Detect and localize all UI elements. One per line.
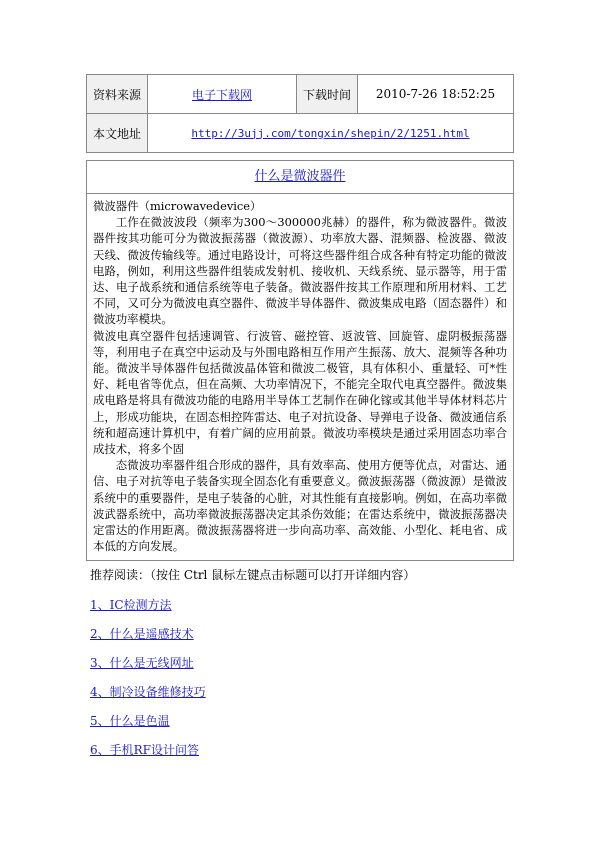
- article-body: [87, 194, 513, 560]
- article-paragraph: 工作在微波波段（频率为300～300000兆赫）的器件，称为微波器件。微波器件按其功能可分为微波振荡器（微波源）、功率放大器、混频器、检波器、微波天线、微波传输线等。通过电路设计，可将这些器件组合成各种有特定功能的微波电路，例如，利用这些器件组装成发射机、接收机、天线系统、显示器等，用于雷达、电子战系统和通信系统等电子装备。微波器件按其工作原理和所用材料、工艺不同，又可分为微波电真空器件、微波半导体器件、微波集成电路（固态器件）和微波功率模块。: [93, 215, 507, 327]
- info-row-url: [87, 114, 514, 153]
- list-item: [90, 596, 206, 625]
- article-title-link[interactable]: 什么是微波器件: [254, 169, 346, 184]
- time-label: 下载时间: [297, 75, 358, 114]
- article-paragraph: 微波电真空器件包括速调管、行波管、磁控管、返波管、回旋管、虚阴极振荡器等，利用电子在真空中运动及与外围电路相互作用产生振荡、放大、混频等各种功能。微波半导体器件包括微波晶体管和微波二极管，具有体积小、重量轻、可*性好、耗电省等优点，但在高频、大功率情况下，不能完全取代电真空器件。微波集成电路是将具有微波功能的电路用半导体工艺制作在砷化镓或其他半导体材料芯片上，形成功能块，在固态相控阵雷达、电子对抗设备、导弹电子设备、微波通信系统和超高速计算机中，有着广阔的应用前景。微波功率模块是通过采用固态功率合成技术，将多个固: [93, 328, 507, 457]
- url-label: 本文地址: [87, 114, 148, 153]
- recommend-list: [90, 596, 206, 770]
- recommend-link[interactable]: 6、手机RF设计问答: [90, 743, 199, 757]
- list-item: [90, 654, 206, 683]
- source-label: 资料来源: [87, 75, 148, 114]
- article-paragraph: 态微波功率器件组合形成的器件，具有效率高、使用方便等优点，对雷达、通信、电子对抗等电子装备实现全固态化有重要意义。微波振荡器（微波源）是微波系统中的重要器件，是电子装备的心脏，对其性能有直接影响。例如，在高功率微波武器系统中，高功率微波振荡器决定其杀伤效能；在雷达系统中，微波振荡器决定雷达的作用距离。微波振荡器将进一步向高功率、高效能、小型化、耗电省、成本低的方向发展。: [93, 458, 507, 554]
- source-cell: [148, 75, 297, 114]
- article-title: [87, 161, 513, 194]
- info-row-source: [87, 75, 514, 114]
- recommend-link[interactable]: 3、什么是无线网址: [90, 656, 194, 670]
- source-link[interactable]: 电子下载网: [191, 87, 252, 102]
- article-term: 微波器件（microwavedevice）: [93, 199, 262, 213]
- list-item: [90, 625, 206, 654]
- recommend-label: 推荐阅读：（按住 Ctrl 鼠标左键点击标题可以打开详细内容）: [90, 568, 416, 582]
- recommend-link[interactable]: 4、制冷设备维修技巧: [90, 685, 206, 699]
- recommend-link[interactable]: 5、什么是色温: [90, 714, 170, 728]
- recommend-link[interactable]: 2、什么是遥感技术: [90, 627, 194, 641]
- url-link[interactable]: http://3ujj.com/tongxin/shepin/2/1251.html: [191, 126, 470, 140]
- list-item: [90, 741, 206, 770]
- url-cell: [148, 114, 514, 153]
- time-value: 2010-7-26 18:52:25: [358, 75, 514, 114]
- article-box: [86, 160, 514, 561]
- list-item: [90, 712, 206, 741]
- info-table: [86, 74, 514, 153]
- list-item: [90, 683, 206, 712]
- recommend-link[interactable]: 1、IC检测方法: [90, 598, 172, 612]
